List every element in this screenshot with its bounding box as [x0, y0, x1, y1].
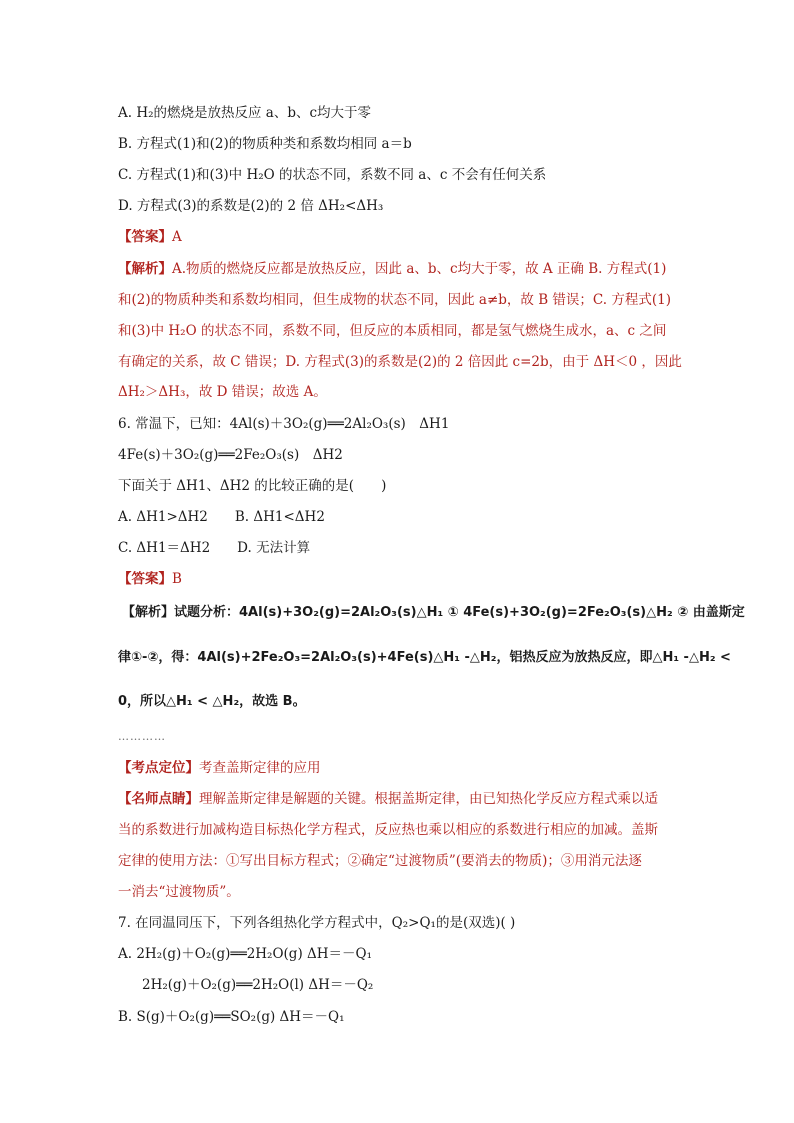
comment-text: 理解盖斯定律是解题的关键。根据盖斯定律，由已知热化学反应方程式乘以适: [199, 791, 658, 807]
q5-answer: [118, 227, 182, 247]
analysis-label: 【解析】: [122, 605, 175, 620]
key-point-text: 考查盖斯定律的应用: [199, 760, 321, 776]
q5-option-d: D. 方程式(3)的系数是(2)的 2 倍 ΔH₂<ΔH₃: [118, 198, 384, 214]
q6-answer: [118, 569, 182, 589]
q7-stem: 7. 在同温同压下，下列各组热化学方程式中，Q₂>Q₁的是(双选)( ): [118, 915, 516, 931]
q6-stem-line-2: 4Fe(s)＋3O₂(g)══2Fe₂O₃(s) ΔH2: [118, 447, 343, 463]
q5-analysis-line-4: 有确定的关系，故 C 错误；D. 方程式(3)的系数是(2)的 2 倍因此 c=2b，由于 ΔH＜0 ，因此: [118, 354, 682, 370]
answer-label: 【答案】: [118, 229, 172, 245]
q5-analysis-line-1: [118, 259, 666, 279]
q6-analysis-line-2: 律①-②，得：4Al(s)+2Fe₂O₃=2Al₂O₃(s)+4Fe(s)△H₁ -△H₂，铝热反应为放热反应，即△H₁ -△H₂ <: [118, 650, 731, 665]
analysis-text: 试题分析：4Al(s)+3O₂(g)=2Al₂O₃(s)△H₁ ① 4Fe(s)+3O₂(g)=2Fe₂O₃(s)△H₂ ② 由盖斯定: [174, 605, 745, 620]
answer-value: B: [172, 571, 182, 587]
q6-analysis-line-1: [122, 603, 745, 623]
q6-key-point: [118, 758, 321, 778]
q6-comment-line-1: [118, 789, 658, 809]
q5-option-b: B. 方程式(1)和(2)的物质种类和系数均相同 a＝b: [118, 136, 412, 152]
q7-option-a-line-2: 2H₂(g)＋O₂(g)══2H₂O(l) ΔH＝－Q₂: [142, 977, 374, 993]
q5-analysis-line-2: 和(2)的物质种类和系数均相同，但生成物的状态不同，因此 a≠b，故 B 错误；C. 方程式(1): [118, 292, 671, 308]
q5-option-c: C. 方程式(1)和(3)中 H₂O 的状态不同，系数不同 a、c 不会有任何关系: [118, 167, 547, 183]
q7-option-a-line-1: A. 2H₂(g)＋O₂(g)══2H₂O(g) ΔH＝－Q₁: [118, 946, 373, 962]
ellipsis-divider: …………: [118, 730, 166, 743]
q6-options-cd: C. ΔH1＝ΔH2 D. 无法计算: [118, 540, 311, 556]
q6-comment-line-2: 当的系数进行加减构造目标热化学方程式，反应热也乘以相应的系数进行相应的加减。盖斯: [118, 822, 658, 838]
analysis-label: 【解析】: [118, 261, 172, 277]
q6-options-ab: A. ΔH1>ΔH2 B. ΔH1<ΔH2: [118, 509, 325, 525]
q5-option-a: A. H₂的燃烧是放热反应 a、b、c均大于零: [118, 105, 372, 121]
analysis-text: A.物质的燃烧反应都是放热反应，因此 a、b、c均大于零，故 A 正确 B. 方程式(1): [172, 261, 667, 277]
answer-label: 【答案】: [118, 571, 172, 587]
key-point-label: 【考点定位】: [118, 760, 199, 776]
q7-option-b-line-1: B. S(g)＋O₂(g)══SO₂(g) ΔH＝－Q₁: [118, 1009, 345, 1025]
q5-analysis-line-5: ΔH₂＞ΔH₃，故 D 错误；故选 A。: [118, 384, 327, 400]
q6-comment-line-3: 定律的使用方法：①写出目标方程式；②确定“过渡物质”(要消去的物质)；③用消元法逐: [118, 853, 642, 869]
comment-label: 【名师点睛】: [118, 791, 199, 807]
q6-comment-line-4: 一消去“过渡物质”。: [118, 884, 240, 900]
q5-analysis-line-3: 和(3)中 H₂O 的状态不同，系数不同，但反应的本质相同，都是氢气燃烧生成水，a、c 之间: [118, 323, 667, 339]
q6-analysis-line-3: 0，所以△H₁ < △H₂，故选 B。: [118, 694, 306, 709]
q6-stem-line-1: 6. 常温下，已知：4Al(s)＋3O₂(g)══2Al₂O₃(s) ΔH1: [118, 416, 450, 432]
answer-value: A: [172, 229, 182, 245]
q6-stem-line-3: 下面关于 ΔH1、ΔH2 的比较正确的是( ): [118, 478, 387, 494]
